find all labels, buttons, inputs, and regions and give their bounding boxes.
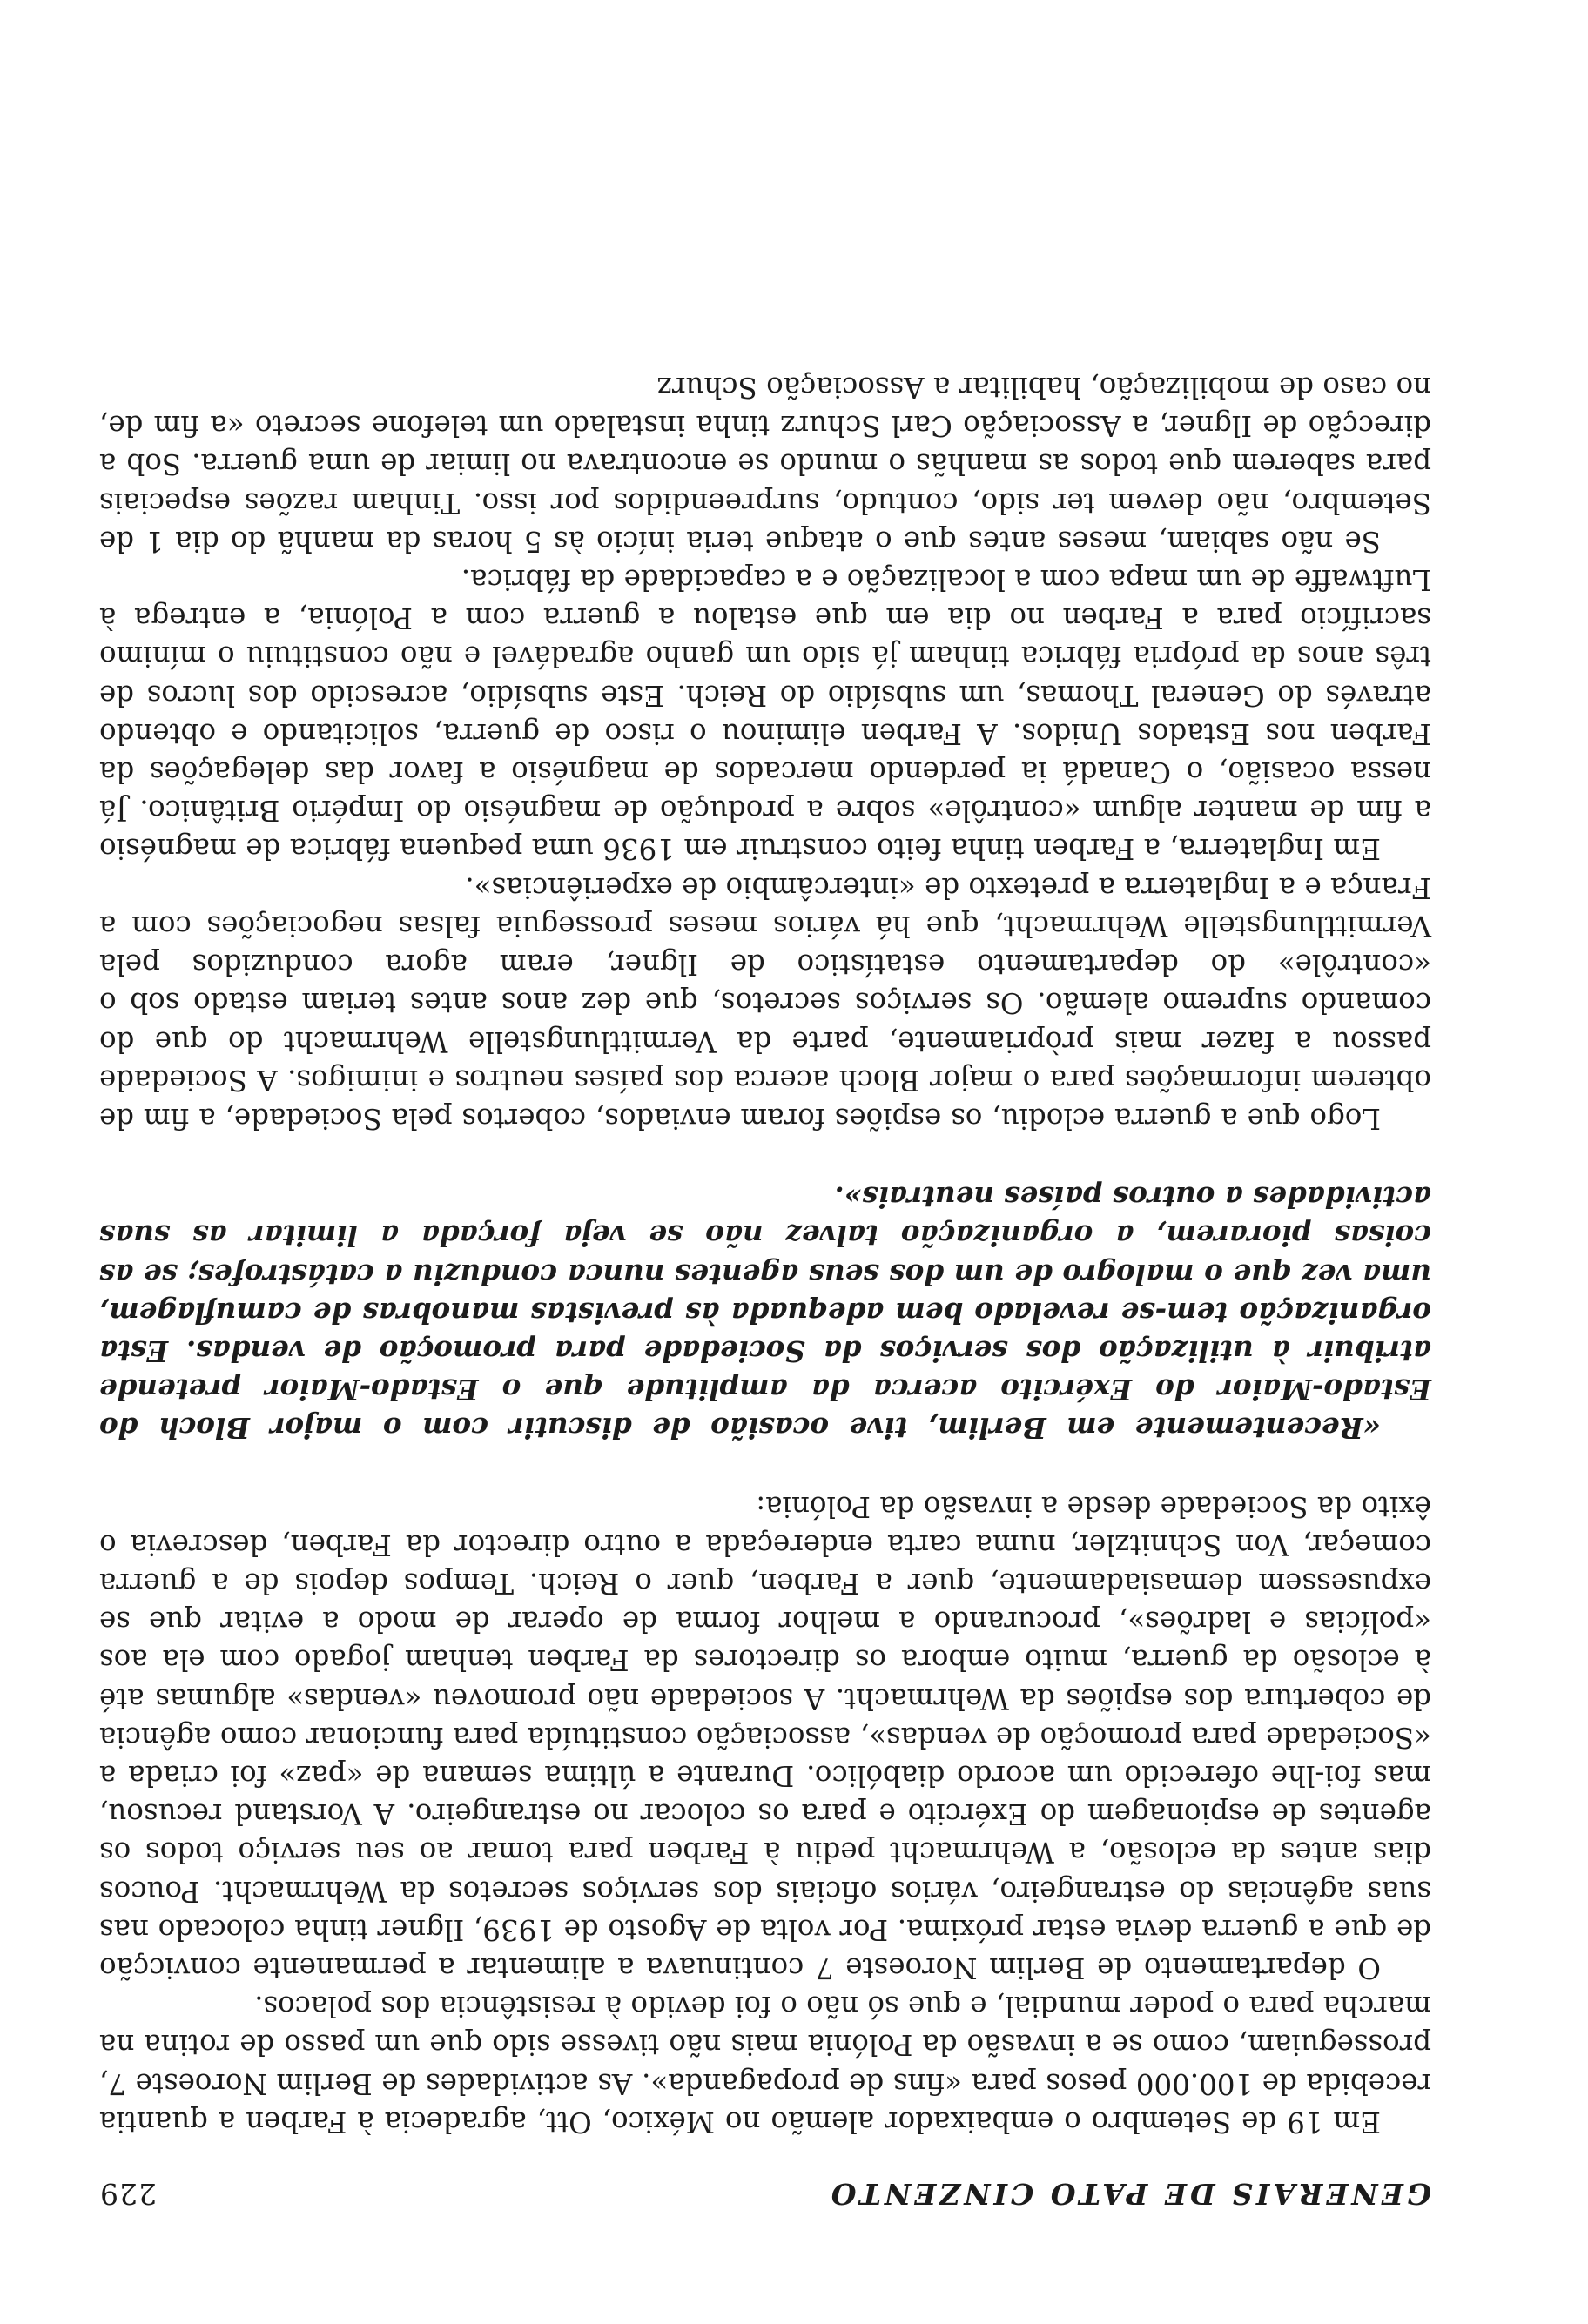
running-header bbox=[99, 2174, 1431, 2213]
page-number: 229 bbox=[99, 2177, 157, 2211]
paragraph-espionage: Logo que a guerra eclodiu, os espiões foram enviados, cobertos pela Sociedade, a fim de obterem informações para o major Bloch acerca dos países neutros e inimigos. A Sociedade passou a fazer mais pròpriamente, parte da Vermittlungstelle Wehrmacht do que do comando supremo alemão. Os serviços secretos, que dez anos antes teriam estado sob o «contrôle» do departamento estatístico de Ilgner, eram agora conduzidos pela Vermittlungstelle Wehrmacht, que há vários meses prosseguia falsas negociações com a França e a Inglaterra a pretexto de «intercâmbio de experiências». bbox=[99, 870, 1431, 1135]
paragraph-magnesium-england: Em Inglaterra, a Farben tinha feito construir em 1936 uma pequena fábrica de magnésio a fim de manter algum «contrôle» sobre a produção de magnésio do Império Britânico. Já nessa ocasião, o Canadá ia perdendo mercados de magnésio a favor das delegações da Farben nos Estados Unidos. A Farben eliminou o risco de guerra, solicitando e obtendo através do General Thomas, um subsídio do Reich. Este subsídio, acrescido dos lucros de três anos da própria fábrica tinham já sido um ganho agradável e não constituiu o mínimo sacrifício para a Farben no dia em que estalou a guerra com a Polónia, a entrega à Luftwaffe de um mapa com a localização e a capacidade da fábrica. bbox=[99, 563, 1431, 866]
page-content bbox=[99, 368, 1431, 2213]
paragraph-ott-embassy: Em 19 de Setembro o embaixador alemão no México, Ott, agradecia à Farben a quantia recebida de 100.000 pesos para «fins de propaganda». As actividades de Berlim Noroeste 7, prosseguiam, como se a invasão da Polónia mais não tivesse sido que um passo de rotina na marcha para o poder mundial, e que só não o foi devido à resistência dos polacos. bbox=[99, 1990, 1431, 2139]
quote-von-schnitzler: «Recentemente em Berlim, tive ocasião de discutir com o major Bloch do Estado-Maior do Exército acerca da amplitude que o Estado-Maior pretende atribuir à utilização dos serviços da Sociedade para promoção de vendas. Esta organização tem-se revelado bem adequada às previstas manobras de camuflagem, uma vez que o malogro de um dos seus agentes nunca conduziu a catástrofes; se as coisas piorarem, a organização talvez não se veja forçada a limitar as suas actividades a outros países neutrais». bbox=[99, 1180, 1431, 1446]
paragraph-berlin-nw7: O departamento de Berlim Noroeste 7 continuava a alimentar a permanente convicção de que a guerra devia estar próxima. Por volta de Agosto de 1939, Ilgner tinha colocado nas suas agências do estrangeiro, vários oficiais dos serviços secretos da Wehrmacht. Poucos dias antes da eclosão, a Wehrmacht pediu à Farben para tomar ao seu serviço todos os agentes de espionagem do Exército e para os colocar no estrangeiro. A Vorstand recusou, mas foi-lhe oferecido um acordo diabólico. Durante a última semana de «paz» foi criada a «Sociedade para promoção de vendas», associação constituída para funcionar como agência de cobertura dos espiões da Wehrmacht. A sociedade não promoveu «vendas» algumas até à eclosão da guerra, muito embora os directores da Farben tenham jogado com ela aos «polícias e ladrões», procurando a melhor forma de operar de modo a evitar que se expusessem demasiadamente, quer a Farben, quer o Reich. Tempos depois de a guerra começar, Von Schnitzler, numa carta endereçada a outro director da Farben, descrevia o êxito da Sociedade desde a invasão da Polónia: bbox=[99, 1489, 1431, 1985]
paragraph-attack-date: Se não sabiam, meses antes que o ataque teria início às 5 horas da manhã do dia 1 de Setembro, não devem ter sido, contudo, surpreendidos por isso. Tinham razões especiais para saberem que todos as manhãs o mundo se encontrava no limiar de uma guerra. Sob a direcção de Ilgner, a Associação Carl Schurz tinha instalado um telefone secreto «a fim de, no caso de mobilização, habilitar a Associação Schurz bbox=[99, 371, 1431, 558]
running-title: GENERAIS DE PATO CINZENTO bbox=[827, 2177, 1431, 2211]
